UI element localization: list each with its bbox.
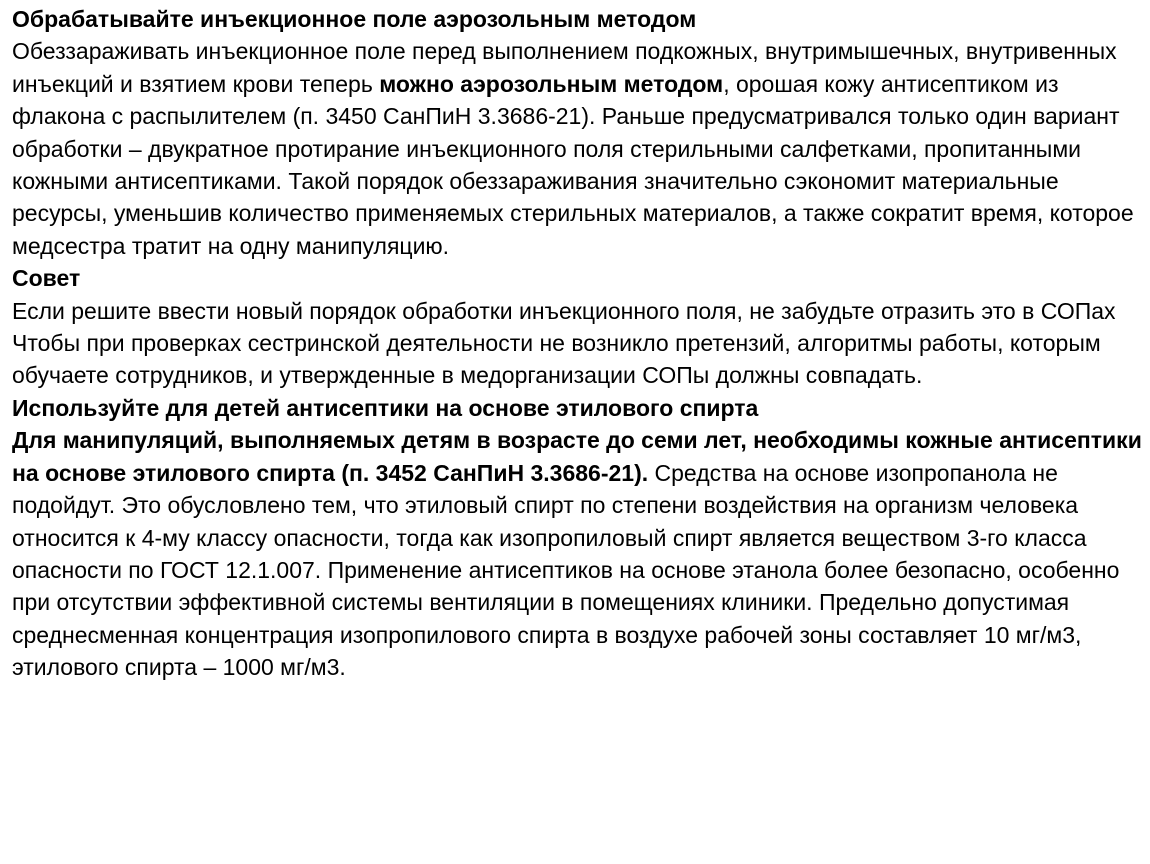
paragraph-ethanol-antiseptics bbox=[12, 424, 1146, 683]
paragraph-ethanol-text: Средства на основе изопропанола не подойдут. Это обусловлено тем, что этиловый спирт по степени воздействия на организм человека относится к 4-му классу опасности, тогда как изопропиловый спирт является веществом 3-го класса опасности по ГОСТ 12.1.007. Применение антисептиков на основе этанола более безопасно, особенно при отсутствии эффективной системы вентиляции в помещениях клиники. Предельно допустимая среднесменная концентрация изопропилового спирта в воздухе рабочей зоны составляет 10 мг/м3, этилового спирта – 1000 мг/м3. bbox=[12, 459, 1120, 681]
advice-heading: Совет bbox=[12, 265, 81, 292]
paragraph-ethanol-emphasis: Для манипуляций, выполняемых детям в возрасте до семи лет, необходимы кожные антисептики на основе этилового спирта (п. 3452 СанПиН 3.3686-21). bbox=[12, 427, 1142, 486]
paragraph-aerosol-text-start: Обеззараживать инъекционное поле перед выполнением подкожных, внутримышечных, внутривенных инъекций и взятием крови теперь bbox=[12, 38, 1117, 97]
paragraph-aerosol-method bbox=[12, 35, 1146, 262]
section-heading-aerosol: Обрабатывайте инъекционное поле аэрозольным методом bbox=[12, 6, 697, 32]
paragraph-aerosol-text-end: , орошая кожу антисептиком из флакона с распылителем (п. 3450 СанПиН 3.3686-21). Раньше предусматривался только один вариант обработки – двукратное протирание инъекционного поля стерильными салфетками, пропитанными кожными антисептиками. Такой порядок обеззараживания значительно сэкономит материальные ресурсы, уменьшив количество применяемых стерильных материалов, а также сократит время, которое медсестра тратит на одну манипуляцию. bbox=[12, 70, 1134, 259]
paragraph-aerosol-emphasis: можно аэрозольным методом bbox=[379, 70, 724, 97]
section-heading-ethanol: Используйте для детей антисептики на основе этилового спирта bbox=[12, 394, 759, 421]
advice-paragraph-inspections: Чтобы при проверках сестринской деятельности не возникло претензий, алгоритмы работы, которым обучаете сотрудников, и утвержденные в медорганизации СОПы должны совпадать. bbox=[12, 330, 1101, 389]
document-body bbox=[12, 3, 1146, 684]
advice-paragraph-sop: Если решите ввести новый порядок обработки инъекционного поля, не забудьте отразить это в СОПах bbox=[12, 297, 1116, 324]
